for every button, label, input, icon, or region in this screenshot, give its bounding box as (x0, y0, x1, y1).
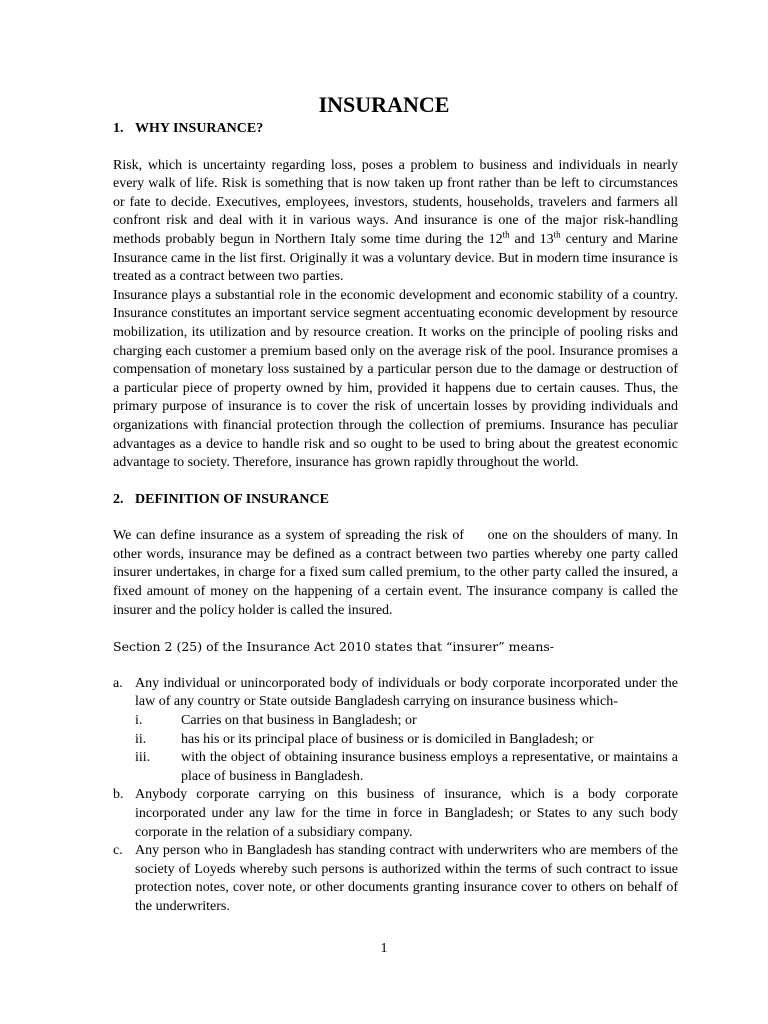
section-heading-text: DEFINITION OF INSURANCE (135, 491, 329, 507)
page-number: 1 (380, 941, 388, 956)
list-item-text: Anybody corporate carrying on this business of insurance, which is a body corporate incorporated under any law for the time in force in Bangladesh; or States to any such body corporate in the relation of a subsidiary company. (135, 787, 678, 840)
document-title: INSURANCE (318, 92, 450, 117)
insurer-definition-list (113, 675, 678, 917)
list-marker: c. (113, 843, 123, 859)
superscript: th (553, 229, 561, 240)
list-marker: b. (113, 787, 124, 803)
section-number: 2. (113, 491, 124, 507)
section-heading-text: WHY INSURANCE? (135, 121, 264, 136)
list-item (113, 786, 678, 842)
paragraph-text: and 13 (509, 231, 554, 247)
act-reference: Section 2 (25) of the Insurance Act 2010 states that “insurer” means- (113, 639, 555, 655)
sub-list-item (135, 712, 678, 731)
document-body (113, 120, 682, 917)
list-marker: iii. (135, 750, 151, 766)
list-marker: ii. (135, 731, 147, 747)
sub-list (135, 712, 678, 786)
list-item-text: Carries on that business in Bangladesh; or (181, 713, 417, 729)
list-item-text: Any person who in Bangladesh has standing contract with underwriters who are members of the society of Loyeds whereby such persons is authorized within the terms of such contract to issue protection notes, cover note, or other documents granting insurance cover to others on behalf of the underwriters. (135, 843, 678, 914)
list-item-text: has his or its principal place of business or is domiciled in Bangladesh; or (181, 731, 594, 747)
superscript: th (502, 229, 510, 240)
paragraph-text: century and Marine Insurance came in the list first. Originally it was a voluntary device. But in modern time insurance is treated as a contract between two parties. (113, 231, 679, 285)
paragraph-insurance-role: Insurance plays a substantial role in the economic development and economic stability of a country. Insurance constitutes an important service segment accentuating economic development by resource mobilization, its utilization and by resource creation. It works on the principle of pooling risks and charging each customer a premium based only on the average risk of the pool. Insurance promises a compensation of monetary loss sustained by a particular person due to the damage or destruction of a particular piece of property owned by him, provided it happens due to certain causes. Thus, the primary purpose of insurance is to cover the risk of uncertain losses by providing individuals and organizations with financial protection through the collection of premiums. Insurance has peculiar advantages as a device to handle risk and so ought to be used to bring about the greatest economic advantage to society. Therefore, insurance has grown rapidly throughout the world. (113, 287, 678, 471)
list-item-text: Any individual or unincorporated body of individuals or body corporate incorporated under the law of any country or State outside Bangladesh carrying on insurance business which- (135, 675, 678, 710)
paragraph-text: Risk, which is uncertainty regarding loss, poses a problem to business and individuals in nearly every walk of life. Risk is something that is now taken up front rather than be left to circumstances or fate to decide. Executives, employees, investors, students, households, travelers and farmers all confront risk and deal with it in various ways. And insurance is one of the major risk-handling methods probably begun in Northern Italy some time during the 12 (113, 157, 678, 247)
paragraph-definition: We can define insurance as a system of spreading the risk of one on the shoulders of many. In other words, insurance may be defined as a contract between two parties whereby one party called insurer undertakes, in charge for a fixed sum called premium, to the other party called the insured, a fixed amount of money on the happening of a certain event. The insurance company is called the insurer and the policy holder is called the insured. (113, 528, 682, 618)
list-marker: a. (113, 675, 123, 691)
list-marker: i. (135, 713, 143, 729)
list-item (113, 842, 678, 916)
section-number: 1. (113, 121, 124, 136)
section-heading-why-insurance (113, 120, 678, 139)
list-item (113, 675, 678, 787)
sub-list-item (135, 749, 678, 786)
list-item-text: with the object of obtaining insurance business employs a representative, or maintains a place of business in Bangladesh. (181, 750, 678, 784)
paragraph-risk (113, 157, 678, 287)
sub-list-item (135, 731, 678, 750)
section-heading-definition (113, 491, 678, 510)
